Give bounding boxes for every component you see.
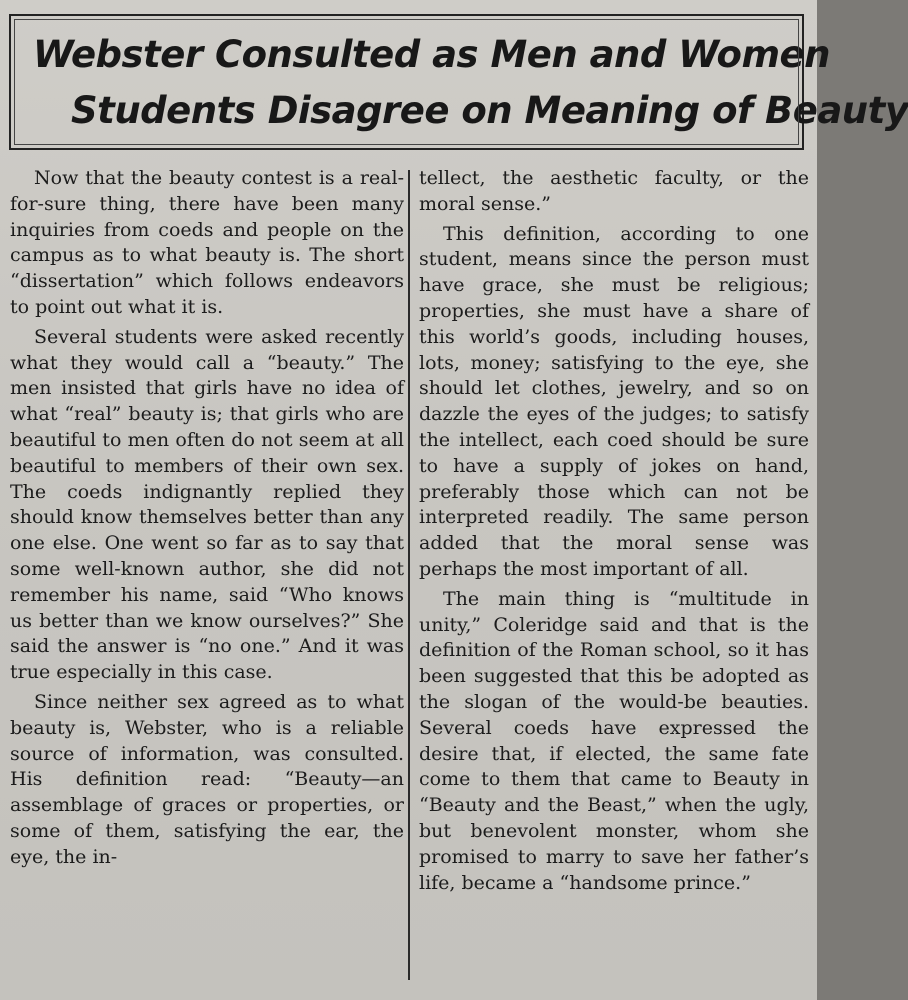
- headline-box: [9, 14, 908, 150]
- paragraph-3-continuation: tellect, the aesthetic faculty, or the moral sense.”: [419, 167, 809, 215]
- column-divider: [408, 170, 410, 980]
- paragraph-4: This definition, according to one student, means since the person must have grace, she must be religious; properties, she must have a share of this world’s goods, including houses, lots, money; satisfying to the eye, she should let clothes, jewelry, and so on dazzle the eyes of the judges; to satisfy the intellect, each coed should be sure to have a supply of jokes on hand, preferably those which can not be interpreted readily. The same person added that the moral sense was perhaps the most important of all.: [419, 222, 809, 580]
- paragraph-5: The main thing is “multitude in unity,” Coleridge said and that is the definition of the Roman school, so it has been suggested that this be adopted as the slogan of the would-be beauties. Several coeds have expressed the desire that, if elected, the same fate come to them that came to Beauty in “Beauty and the Beast,” when the ugly, but benevolent monster, whom she promised to marry to save her father’s life, became a “handsome prince.”: [419, 587, 809, 894]
- paragraph-3: Since neither sex agreed as to what beauty is, Webster, who is a reliable source of information, was consulted. His definition read: “Beauty—an assemblage of graces or properties, or some of them, satisfying the ear, the eye, the in-: [10, 690, 404, 868]
- headline-line-1: Webster Consulted as Men and Women: [33, 33, 830, 76]
- paragraph-1: Now that the beauty contest is a real-for-sure thing, there have been many inquiries from coeds and people on the campus as to what beauty is. The short “dissertation” which follows endeavors to point out what it is.: [10, 167, 404, 318]
- article-left-column: [10, 166, 404, 875]
- paragraph-2: Several students were asked recently what they would call a “beauty.” The men insisted that girls have no idea of what “real” beauty is; that girls who are beautiful to men often do not seem at all beautiful to members of their own sex. The coeds indignantly replied they should know themselves better than any one else. One went so far as to say that some well-known author, she did not remember his name, said “Who knows us better than we know ourselves?” She said the answer is “no one.” And it was true especially in this case.: [10, 325, 404, 684]
- article-right-column: [419, 166, 809, 900]
- headline-line-2: Students Disagree on Meaning of Beauty: [71, 89, 908, 132]
